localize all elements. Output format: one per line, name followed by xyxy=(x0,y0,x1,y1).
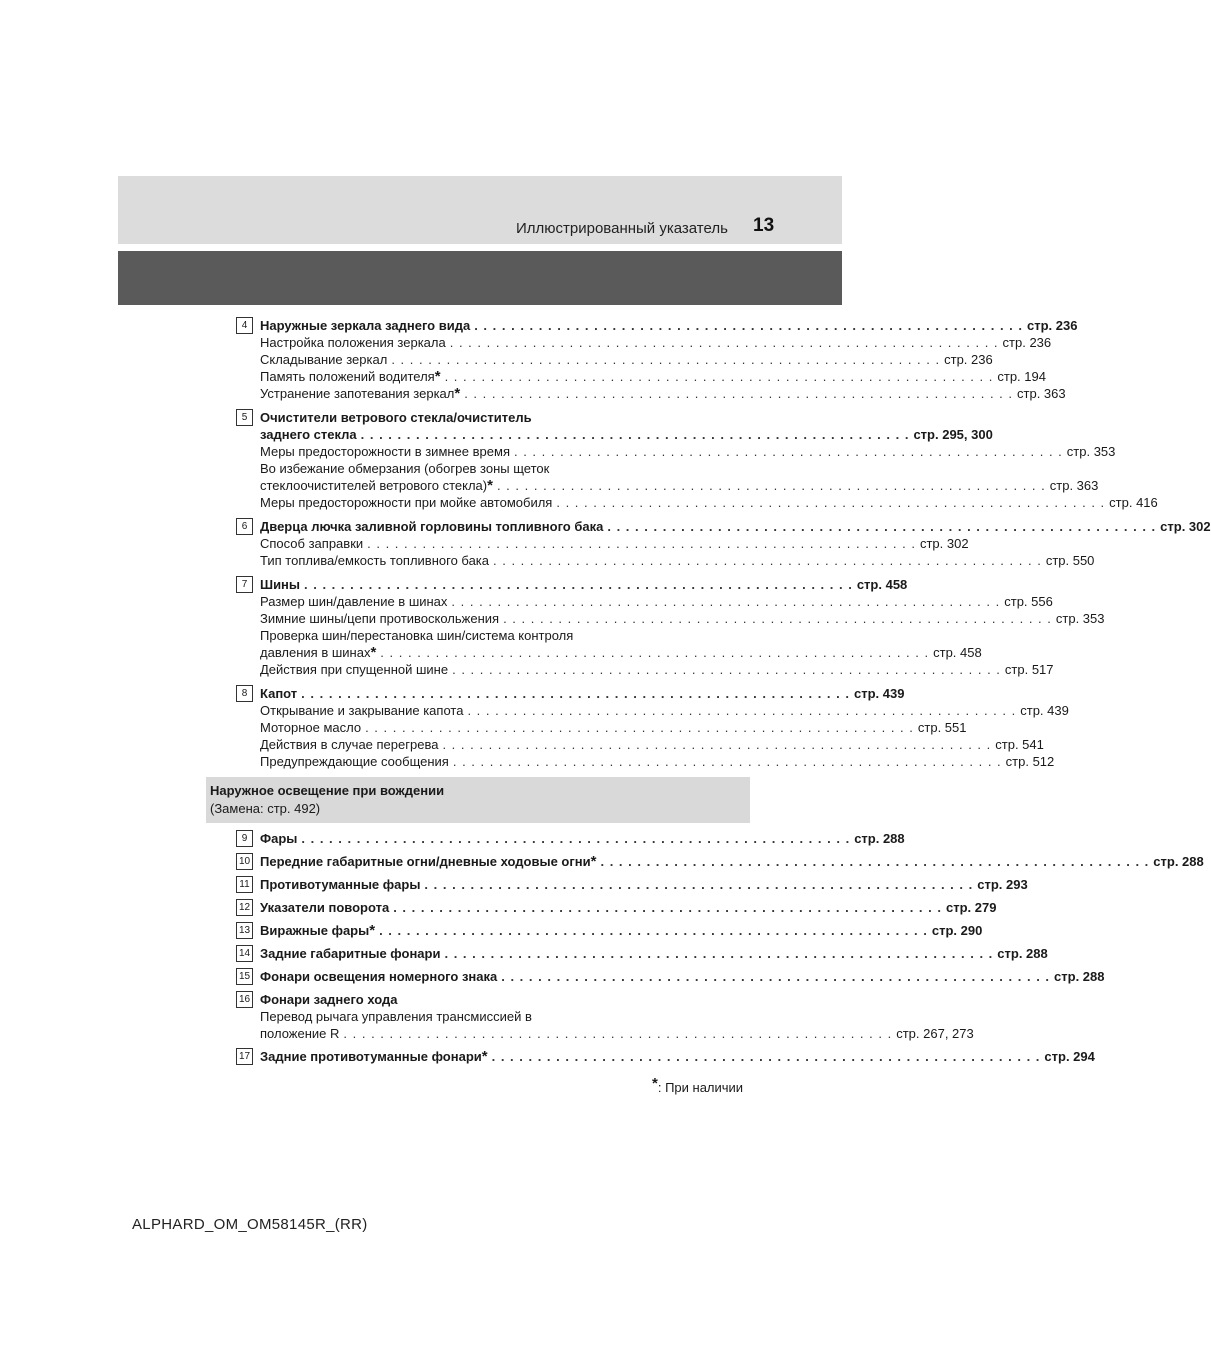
entry-line: Во избежание обмерзания (обогрев зоны щеток xyxy=(260,461,550,476)
dot-leader: . . . . . . . . . . . . . . . . . . . . . . . . . . . . . . . . . . . . . . . . . . . . . . . . . . . . . . . . . . . . xyxy=(452,754,1002,769)
index-entry[interactable] xyxy=(260,899,997,916)
index-entry[interactable] xyxy=(260,576,908,593)
header-band xyxy=(118,176,842,244)
header-dark-band xyxy=(118,251,842,305)
dot-leader: . . . . . . . . . . . . . . . . . . . . . . . . . . . . . . . . . . . . . . . . . . . . . . . . . . . . . . . . . . . . xyxy=(380,645,930,660)
dot-leader: . . . . . . . . . . . . . . . . . . . . . . . . . . . . . . . . . . . . . . . . . . . . . . . . . . . . . . . . . . . . xyxy=(304,577,853,592)
index-entry[interactable] xyxy=(260,610,1105,627)
index-entry[interactable]: Задние противотуманные фонари * . . . . . . . . . . . . . . . . . . . . . . . . . . . . . . . . . . . . . . . . . . . . . . . . . . . . . . . . . . . . стр. 294 xyxy=(260,1048,1095,1065)
entry-line: Проверка шин/перестановка шин/система контроля xyxy=(260,628,574,643)
entry-page-ref[interactable]: стр. 551 xyxy=(917,720,967,735)
entry-label: Указатели поворота xyxy=(260,900,390,915)
entry-label: Передние габаритные огни/дневные ходовые огни xyxy=(260,854,591,869)
item-number-badge: 5 xyxy=(236,409,253,426)
index-group-entries xyxy=(260,968,1105,985)
dot-leader: . . . . . . . . . . . . . . . . . . . . . . . . . . . . . . . . . . . . . . . . . . . . . . . . . . . . . . . . . . . . xyxy=(449,335,999,350)
entry-page-ref[interactable]: стр. 288 xyxy=(1153,854,1204,869)
index-entry[interactable] xyxy=(260,593,1053,610)
index-entry[interactable] xyxy=(260,719,967,736)
item-number-badge: 12 xyxy=(236,899,253,916)
entry-page-ref[interactable]: стр. 439 xyxy=(1020,703,1069,718)
index-group xyxy=(236,685,1069,770)
index-entry[interactable] xyxy=(260,753,1055,770)
entry-label: Размер шин/давление в шинах xyxy=(260,594,448,609)
entry-page-ref[interactable]: стр. 295, 300 xyxy=(913,427,993,442)
entry-page-ref[interactable]: стр. 288 xyxy=(854,831,905,846)
item-number-badge: 15 xyxy=(236,968,253,985)
entry-label: Противотуманные фары xyxy=(260,877,421,892)
entry-page-ref[interactable]: стр. 236 xyxy=(1002,335,1052,350)
item-number-badge: 8 xyxy=(236,685,253,702)
index-entry[interactable] xyxy=(260,443,1116,460)
index-group-entries xyxy=(260,518,1211,569)
entry-label: Фонари освещения номерного знака xyxy=(260,969,498,984)
entry-page-ref[interactable]: стр. 458 xyxy=(856,577,908,592)
entry-page-ref[interactable]: стр. 458 xyxy=(933,645,982,660)
index-group xyxy=(236,991,974,1042)
dot-leader: . . . . . . . . . . . . . . . . . . . . . . . . . . . . . . . . . . . . . . . . . . . . . . . . . . . . . . . . . . . . xyxy=(607,519,1157,534)
dot-leader: . . . . . . . . . . . . . . . . . . . . . . . . . . . . . . . . . . . . . . . . . . . . . . . . . . . . . . . . . . . . xyxy=(365,720,914,735)
entry-label: Зимние шины/цепи противоскольжения xyxy=(260,611,500,626)
index-section-exterior xyxy=(236,317,1211,777)
dot-leader: . . . . . . . . . . . . . . . . . . . . . . . . . . . . . . . . . . . . . . . . . . . . . . . . . . . . . . . . . . . . xyxy=(442,737,992,752)
dot-leader: . . . . . . . . . . . . . . . . . . . . . . . . . . . . . . . . . . . . . . . . . . . . . . . . . . . . . . . . . . . . xyxy=(444,369,994,384)
index-group xyxy=(236,876,1028,893)
index-group xyxy=(236,317,1078,402)
index-group xyxy=(236,922,983,939)
footnote-star: * xyxy=(652,1075,658,1092)
section-subtitle: (Замена: стр. 492) xyxy=(210,801,321,816)
dot-leader: . . . . . . . . . . . . . . . . . . . . . . . . . . . . . . . . . . . . . . . . . . . . . . . . . . . . . . . . . . . . xyxy=(503,611,1052,626)
entry-label: Задние габаритные фонари xyxy=(260,946,441,961)
entry-page-ref[interactable]: стр. 194 xyxy=(997,369,1046,384)
entry-page-ref[interactable]: стр. 556 xyxy=(1004,594,1053,609)
entry-page-ref[interactable]: стр. 302 xyxy=(1160,519,1211,534)
document-footer: ALPHARD_OM_OM58145R_(RR) xyxy=(132,1216,368,1233)
index-group-entries xyxy=(260,317,1078,402)
index-entry[interactable] xyxy=(260,876,1028,893)
entry-label: Тип топлива/емкость топливного бака xyxy=(260,553,489,568)
entry-page-ref[interactable]: стр. 293 xyxy=(977,877,1028,892)
dot-leader: . . . . . . . . . . . . . . . . . . . . . . . . . . . . . . . . . . . . . . . . . . . . . . . . . . . . . . . . . . . . xyxy=(464,386,1014,401)
item-number-badge: 6 xyxy=(236,518,253,535)
dot-leader: . . . . . . . . . . . . . . . . . . . . . . . . . . . . . . . . . . . . . . . . . . . . . . . . . . . . . . . . . . . . xyxy=(600,854,1150,869)
dot-leader: . . . . . . . . . . . . . . . . . . . . . . . . . . . . . . . . . . . . . . . . . . . . . . . . . . . . . . . . . . . . xyxy=(513,444,1063,459)
dot-leader: . . . . . . . . . . . . . . . . . . . . . . . . . . . . . . . . . . . . . . . . . . . . . . . . . . . . . . . . . . . . xyxy=(379,923,928,938)
dot-leader: . . . . . . . . . . . . . . . . . . . . . . . . . . . . . . . . . . . . . . . . . . . . . . . . . . . . . . . . . . . . xyxy=(367,536,916,551)
item-number-badge: 9 xyxy=(236,830,253,847)
entry-page-ref[interactable]: стр. 288 xyxy=(997,946,1048,961)
entry-page-ref[interactable]: стр. 439 xyxy=(853,686,905,701)
dot-leader: . . . . . . . . . . . . . . . . . . . . . . . . . . . . . . . . . . . . . . . . . . . . . . . . . . . . . . . . . . . . xyxy=(496,478,1046,493)
item-number-badge: 17 xyxy=(236,1048,253,1065)
item-number-badge: 10 xyxy=(236,853,253,870)
footnote-text: : При наличии xyxy=(657,1080,744,1095)
dot-leader: . . . . . . . . . . . . . . . . . . . . . . . . . . . . . . . . . . . . . . . . . . . . . . . . . . . . . . . . . . . . xyxy=(301,831,851,846)
entry-label: Меры предосторожности в зимнее время xyxy=(260,444,510,459)
entry-label: Настройка положения зеркала xyxy=(260,335,446,350)
index-entry[interactable] xyxy=(260,552,1095,569)
entry-page-ref[interactable]: стр. 517 xyxy=(1004,662,1054,677)
entry-page-ref[interactable]: стр. 353 xyxy=(1066,444,1116,459)
dot-leader: . . . . . . . . . . . . . . . . . . . . . . . . . . . . . . . . . . . . . . . . . . . . . . . . . . . . . . . . . . . . xyxy=(301,686,850,701)
index-entry[interactable]: Память положений водителя * . . . . . . . . . . . . . . . . . . . . . . . . . . . . . . . . . . . . . . . . . . . . . . . . . . . . . . . . . . . . стр. 194 xyxy=(260,368,1046,385)
entry-page-ref[interactable]: стр. 353 xyxy=(1055,611,1105,626)
index-entry[interactable] xyxy=(260,334,1052,351)
index-group xyxy=(236,1048,1095,1065)
index-entry[interactable] xyxy=(260,736,1044,753)
index-group xyxy=(236,945,1048,962)
dot-leader: . . . . . . . . . . . . . . . . . . . . . . . . . . . . . . . . . . . . . . . . . . . . . . . . . . . . . . . . . . . . xyxy=(360,427,910,442)
index-group-entries xyxy=(260,1048,1095,1065)
index-section-lights xyxy=(236,830,1204,1071)
dot-leader: . . . . . . . . . . . . . . . . . . . . . . . . . . . . . . . . . . . . . . . . . . . . . . . . . . . . . . . . . . . . xyxy=(452,662,1001,677)
entry-label: стеклоочистителей ветрового стекла) xyxy=(260,478,488,493)
index-group xyxy=(236,968,1105,985)
entry-label: давления в шинах xyxy=(260,645,371,660)
dot-leader: . . . . . . . . . . . . . . . . . . . . . . . . . . . . . . . . . . . . . . . . . . . . . . . . . . . . . . . . . . . . xyxy=(493,553,1042,568)
dot-leader: . . . . . . . . . . . . . . . . . . . . . . . . . . . . . . . . . . . . . . . . . . . . . . . . . . . . . . . . . . . . xyxy=(391,352,941,367)
entry-page-ref[interactable]: стр. 236 xyxy=(944,352,993,367)
dot-leader: . . . . . . . . . . . . . . . . . . . . . . . . . . . . . . . . . . . . . . . . . . . . . . . . . . . . . . . . . . . . xyxy=(393,900,942,915)
index-group-entries xyxy=(260,991,974,1042)
index-entry[interactable] xyxy=(260,317,1078,334)
index-group xyxy=(236,409,1158,511)
entry-page-ref[interactable]: стр. 288 xyxy=(1054,969,1105,984)
section-title: Наружное освещение при вождении xyxy=(210,783,445,798)
entry-label: Действия при спущенной шине xyxy=(260,662,449,677)
entry-label: Задние противотуманные фонари xyxy=(260,1049,482,1064)
index-group-entries xyxy=(260,685,1069,770)
index-group-entries xyxy=(260,576,1105,678)
index-entry[interactable]: Виражные фары * . . . . . . . . . . . . . . . . . . . . . . . . . . . . . . . . . . . . . . . . . . . . . . . . . . . . . . . . . . . . стр. 290 xyxy=(260,922,983,939)
page-header-title: Иллюстрированный указатель xyxy=(516,220,728,237)
dot-leader: . . . . . . . . . . . . . . . . . . . . . . . . . . . . . . . . . . . . . . . . . . . . . . . . . . . . . . . . . . . . xyxy=(444,946,994,961)
entry-label: положение R xyxy=(260,1026,340,1041)
dot-leader: . . . . . . . . . . . . . . . . . . . . . . . . . . . . . . . . . . . . . . . . . . . . . . . . . . . . . . . . . . . . xyxy=(424,877,974,892)
index-group xyxy=(236,853,1204,870)
index-entry[interactable] xyxy=(260,535,969,552)
index-entry[interactable] xyxy=(260,426,993,443)
entry-label: Наружные зеркала заднего вида xyxy=(260,318,471,333)
index-entry[interactable] xyxy=(260,661,1054,678)
index-entry[interactable] xyxy=(260,494,1158,511)
entry-label: Складывание зеркал xyxy=(260,352,388,367)
entry-line: Фонари заднего хода xyxy=(260,992,398,1007)
index-group-entries xyxy=(260,899,997,916)
dot-leader: . . . . . . . . . . . . . . . . . . . . . . . . . . . . . . . . . . . . . . . . . . . . . . . . . . . . . . . . . . . . xyxy=(474,318,1024,333)
index-group-entries xyxy=(260,409,1158,511)
index-entry[interactable] xyxy=(260,945,1048,962)
item-number-badge: 14 xyxy=(236,945,253,962)
entry-page-ref[interactable]: стр. 267, 273 xyxy=(896,1026,974,1041)
entry-page-ref[interactable]: стр. 290 xyxy=(931,923,983,938)
index-entry[interactable] xyxy=(260,702,1069,719)
index-entry[interactable]: Устранение запотевания зеркал * . . . . . . . . . . . . . . . . . . . . . . . . . . . . . . . . . . . . . . . . . . . . . . . . . . . . . . . . . . . . стр. 363 xyxy=(260,385,1066,402)
entry-label: Виражные фары xyxy=(260,923,370,938)
index-group-entries xyxy=(260,853,1204,870)
entry-label: Предупреждающие сообщения xyxy=(260,754,449,769)
index-group xyxy=(236,899,997,916)
dot-leader: . . . . . . . . . . . . . . . . . . . . . . . . . . . . . . . . . . . . . . . . . . . . . . . . . . . . . . . . . . . . xyxy=(467,703,1017,718)
entry-page-ref[interactable]: стр. 236 xyxy=(1027,318,1078,333)
entry-label: Открывание и закрывание капота xyxy=(260,703,464,718)
item-number-badge: 4 xyxy=(236,317,253,334)
section-band xyxy=(206,777,750,823)
index-group-entries xyxy=(260,830,905,847)
item-number-badge: 11 xyxy=(236,876,253,893)
entry-page-ref[interactable]: стр. 416 xyxy=(1109,495,1158,510)
entry-page-ref[interactable]: стр. 279 xyxy=(946,900,997,915)
entry-page-ref[interactable]: стр. 363 xyxy=(1049,478,1099,493)
index-entry[interactable] xyxy=(260,518,1211,535)
dot-leader: . . . . . . . . . . . . . . . . . . . . . . . . . . . . . . . . . . . . . . . . . . . . . . . . . . . . . . . . . . . . xyxy=(451,594,1001,609)
index-group-entries xyxy=(260,945,1048,962)
dot-leader: . . . . . . . . . . . . . . . . . . . . . . . . . . . . . . . . . . . . . . . . . . . . . . . . . . . . . . . . . . . . xyxy=(491,1049,1041,1064)
index-entry[interactable]: стеклоочистителей ветрового стекла) * . . . . . . . . . . . . . . . . . . . . . . . . . . . . . . . . . . . . . . . . . . . . . . . . . . . . . . . . . . . . стр. 363 xyxy=(260,477,1099,494)
index-entry[interactable] xyxy=(260,685,905,702)
entry-label: Шины xyxy=(260,577,301,592)
entry-page-ref[interactable]: стр. 302 xyxy=(919,536,969,551)
index-entry[interactable] xyxy=(260,830,905,847)
index-group xyxy=(236,576,1105,678)
index-entry[interactable]: Передние габаритные огни/дневные ходовые огни * . . . . . . . . . . . . . . . . . . . . . . . . . . . . . . . . . . . . . . . . . . . . . . . . . . . . . . . . . . . . стр. 288 xyxy=(260,853,1204,870)
item-number-badge: 16 xyxy=(236,991,253,1008)
dot-leader: . . . . . . . . . . . . . . . . . . . . . . . . . . . . . . . . . . . . . . . . . . . . . . . . . . . . . . . . . . . . xyxy=(343,1026,893,1041)
entry-line: Очистители ветрового стекла/очиститель xyxy=(260,410,532,425)
entry-page-ref[interactable]: стр. 541 xyxy=(995,737,1044,752)
entry-label: Способ заправки xyxy=(260,536,364,551)
entry-label: Капот xyxy=(260,686,298,701)
entry-line: Перевод рычага управления трансмиссией в xyxy=(260,1009,532,1024)
entry-label: Дверца лючка заливной горловины топливного бака xyxy=(260,519,604,534)
index-group xyxy=(236,518,1211,569)
item-number-badge: 13 xyxy=(236,922,253,939)
entry-label: Действия в случае перегрева xyxy=(260,737,439,752)
entry-label: заднего стекла xyxy=(260,427,357,442)
entry-page-ref[interactable]: стр. 512 xyxy=(1005,754,1055,769)
page-number: 13 xyxy=(753,215,775,236)
entry-page-ref[interactable]: стр. 294 xyxy=(1044,1049,1095,1064)
entry-label: Устранение запотевания зеркал xyxy=(260,386,455,401)
index-group-entries xyxy=(260,876,1028,893)
entry-label: Фары xyxy=(260,831,298,846)
dot-leader: . . . . . . . . . . . . . . . . . . . . . . . . . . . . . . . . . . . . . . . . . . . . . . . . . . . . . . . . . . . . xyxy=(556,495,1106,510)
entry-label: Моторное масло xyxy=(260,720,362,735)
entry-label: Меры предосторожности при мойке автомобиля xyxy=(260,495,553,510)
index-group-entries xyxy=(260,922,983,939)
item-number-badge: 7 xyxy=(236,576,253,593)
index-entry[interactable] xyxy=(260,1025,974,1042)
index-entry[interactable] xyxy=(260,968,1105,985)
entry-page-ref[interactable]: стр. 363 xyxy=(1017,386,1066,401)
dot-leader: . . . . . . . . . . . . . . . . . . . . . . . . . . . . . . . . . . . . . . . . . . . . . . . . . . . . . . . . . . . . xyxy=(501,969,1051,984)
index-entry[interactable] xyxy=(260,351,993,368)
index-entry[interactable]: давления в шинах * . . . . . . . . . . . . . . . . . . . . . . . . . . . . . . . . . . . . . . . . . . . . . . . . . . . . . . . . . . . . стр. 458 xyxy=(260,644,982,661)
footnote xyxy=(652,1075,744,1095)
index-group xyxy=(236,830,905,847)
entry-label: Память положений водителя xyxy=(260,369,435,384)
entry-page-ref[interactable]: стр. 550 xyxy=(1045,553,1095,568)
